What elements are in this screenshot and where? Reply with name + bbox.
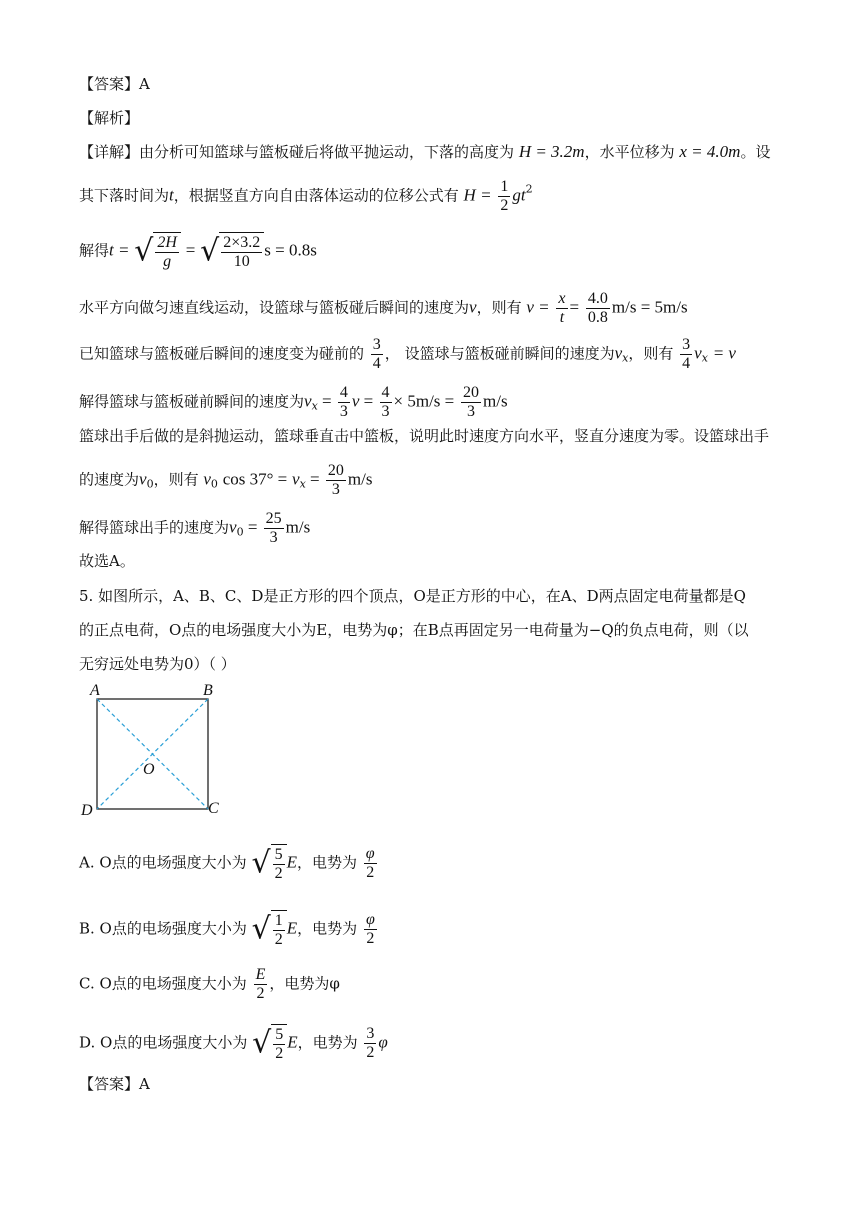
detail-line-6: 解得篮球与篮板碰前瞬间的速度为$v_x$ = $\frac{4}{3}$ v = $\frac{4}{3}$ × 5m/s = $\frac{20}{3}$ m/s (79, 384, 508, 420)
answer-1: 【答案】A (79, 75, 150, 93)
vertex-label-a: A (90, 682, 100, 699)
option-c[interactable]: C. O点的电场强度大小为 $\frac{E}{2}$ ，电势为φ (79, 966, 340, 1002)
detail-line-4: 水平方向做匀速直线运动，设篮球与篮板碰后瞬间的速度为v，则有 v = $\frac{x}{t}$ = $\frac{4.0}{0.8}$ m/s = 5m/s (79, 290, 688, 326)
detail-line-7: 篮球出手后做的是斜抛运动，篮球垂直击中篮板，说明此时速度方向水平，竖直分速度为零。设篮球出手 (79, 427, 770, 445)
vertex-label-b: B (203, 682, 213, 699)
option-a[interactable]: A. O点的电场强度大小为 √ $\frac{5}{2}$ E，电势为 $\frac{\varphi}{2}$ (79, 845, 375, 882)
question-5-line-1: 5. 如图所示，A、B、C、D是正方形的四个顶点，O是正方形的中心，在A、D两点固定电荷量都是Q (79, 587, 746, 605)
option-b[interactable]: B. O点的电场强度大小为 √ $\frac{1}{2}$ E，电势为 $\frac{\varphi}{2}$ (79, 911, 375, 948)
center-label-o: O (143, 761, 155, 778)
detail-line-2: 其下落时间为t，根据竖直方向自由落体运动的位移公式有 H = $\frac{1}{2}$ $gt^2$ (79, 178, 533, 214)
detail-line-1: 【详解】由分析可知篮球与篮板碰后将做平抛运动，下落的高度为 H = 3.2m，水平位移为 x = 4.0m。设 (79, 142, 771, 161)
question-5-line-3: 无穷远处电势为0）（ ） (79, 655, 236, 673)
vertex-label-c: C (208, 800, 219, 817)
detail-line-10: 故选A。 (79, 552, 135, 570)
analysis-heading: 【解析】 (79, 109, 140, 127)
option-d[interactable]: D. O点的电场强度大小为 √ $\frac{5}{2}$ E，电势为 $\frac{3}{2}$ φ (79, 1025, 388, 1062)
detail-line-9: 解得篮球出手的速度为$v_0$ = $\frac{25}{3}$ m/s (79, 510, 311, 546)
vertex-label-d: D (81, 802, 93, 819)
answer-2: 【答案】A (79, 1075, 150, 1093)
square-diagram (78, 680, 228, 820)
question-5-line-2: 的正点电荷，O点的电场强度大小为E，电势为φ；在B点再固定另一电荷量为−Q的负点电荷，则（以 (79, 621, 749, 639)
detail-line-3: 解得t = √ $\frac{2H}{g}$ = √ $\frac{2\times 3.2}{10}$ s = 0.8s (79, 233, 317, 270)
detail-line-5: 已知篮球与篮板碰后瞬间的速度变为碰前的 $\frac{3}{4}$ ， 设篮球与篮板碰前瞬间的速度为$v_x$，则有 $\frac{3}{4}$ $v_x = v$ (79, 336, 736, 372)
detail-line-8: 的速度为$v_0$，则有 $v_0$ $\cos 37^\circ = v_x$ = $\frac{20}{3}$ m/s (79, 462, 373, 498)
